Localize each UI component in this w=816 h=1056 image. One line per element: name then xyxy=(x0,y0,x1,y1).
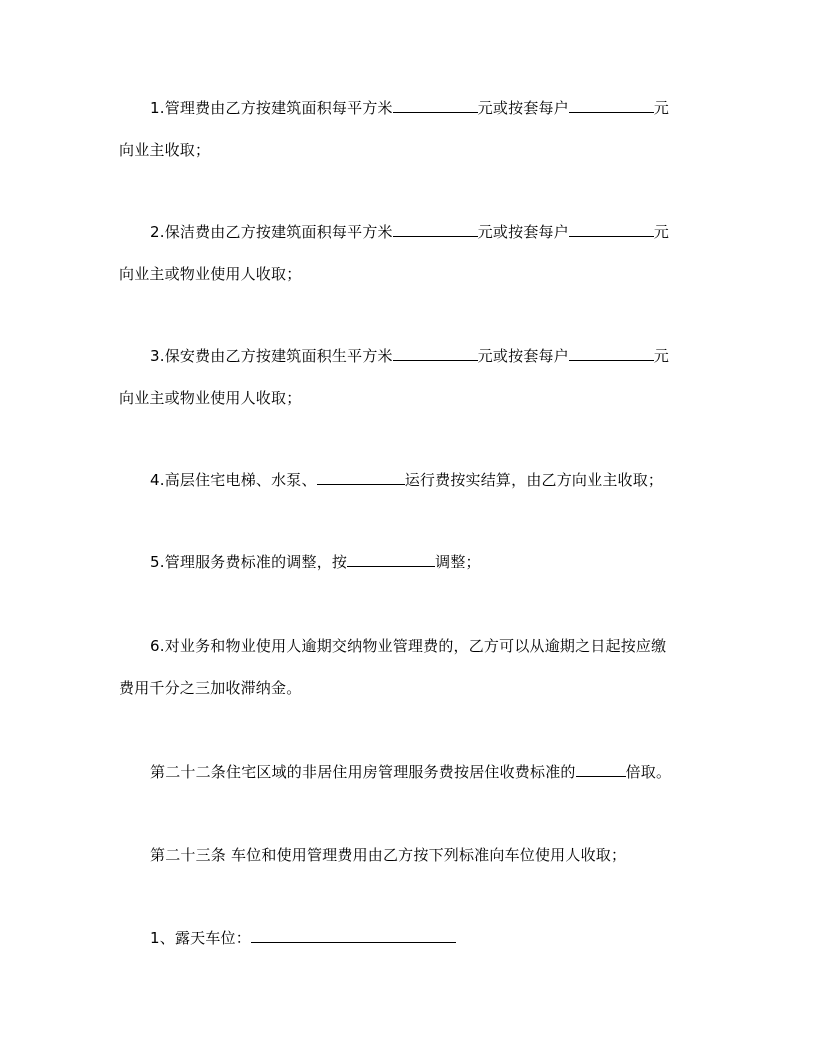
clause-4-text-b: 运行费按实结算，由乙方向业主收取； xyxy=(404,471,664,489)
article-23 xyxy=(150,845,626,865)
article-23-text: 第二十三条 车位和使用管理费用由乙方按下列标准向车位使用人收取； xyxy=(150,846,627,864)
fill-in-blank[interactable] xyxy=(393,346,478,361)
clause-2-line-2 xyxy=(119,264,301,284)
clause-2-text-d: 向业主或物业使用人收取； xyxy=(119,265,302,283)
article-22-text-a: 第二十二条住宅区域的非居住用房管理服务费按居住收费标准的 xyxy=(150,763,576,781)
clause-2-text-b: 元或按套每户 xyxy=(477,223,569,241)
article-22 xyxy=(150,762,671,782)
clause-2-text-a: 2.保洁费由乙方按建筑面积每平方米 xyxy=(150,223,393,241)
clause-2-line-1 xyxy=(150,222,669,242)
clause-3-line-1 xyxy=(150,346,669,366)
parking-open-air-label: 1、露天车位： xyxy=(150,929,251,947)
parking-open-air xyxy=(150,928,456,948)
clause-5-text-b: 调整； xyxy=(435,553,481,571)
clause-1-text-c: 元 xyxy=(653,99,670,117)
clause-3-text-b: 元或按套每户 xyxy=(477,347,569,365)
clause-1-text-b: 元或按套每户 xyxy=(477,99,569,117)
clause-6-line-1 xyxy=(150,636,666,656)
clause-3-line-2 xyxy=(119,388,301,408)
clause-4-line-1 xyxy=(150,470,663,490)
clause-2-text-c: 元 xyxy=(653,223,670,241)
fill-in-blank[interactable] xyxy=(569,346,654,361)
fill-in-blank[interactable] xyxy=(347,552,435,567)
fill-in-blank[interactable] xyxy=(393,98,478,113)
clause-4-text-a: 4.高层住宅电梯、水泵、 xyxy=(150,471,317,489)
clause-1-line-2 xyxy=(119,140,210,160)
clause-1-line-1 xyxy=(150,98,669,118)
clause-3-text-c: 元 xyxy=(653,347,670,365)
clause-6-line-2 xyxy=(119,678,301,698)
fill-in-blank[interactable] xyxy=(569,98,654,113)
fill-in-blank[interactable] xyxy=(251,928,456,943)
clause-3-text-d: 向业主或物业使用人收取； xyxy=(119,389,302,407)
clause-6-text-b: 费用千分之三加收滞纳金。 xyxy=(119,679,302,697)
clause-5-text-a: 5.管理服务费标准的调整，按 xyxy=(150,553,348,571)
fill-in-blank[interactable] xyxy=(576,762,626,777)
article-22-text-b: 倍取。 xyxy=(625,763,672,781)
clause-5-line-1 xyxy=(150,552,481,572)
fill-in-blank[interactable] xyxy=(569,222,654,237)
fill-in-blank[interactable] xyxy=(393,222,478,237)
clause-1-text-a: 1.管理费由乙方按建筑面积每平方米 xyxy=(150,99,393,117)
clause-3-text-a: 3.保安费由乙方按建筑面积生平方米 xyxy=(150,347,393,365)
fill-in-blank[interactable] xyxy=(317,470,405,485)
clause-1-text-d: 向业主收取； xyxy=(119,141,211,159)
clause-6-text-a: 6.对业务和物业使用人逾期交纳物业管理费的，乙方可以从逾期之日起按应缴 xyxy=(150,637,667,655)
